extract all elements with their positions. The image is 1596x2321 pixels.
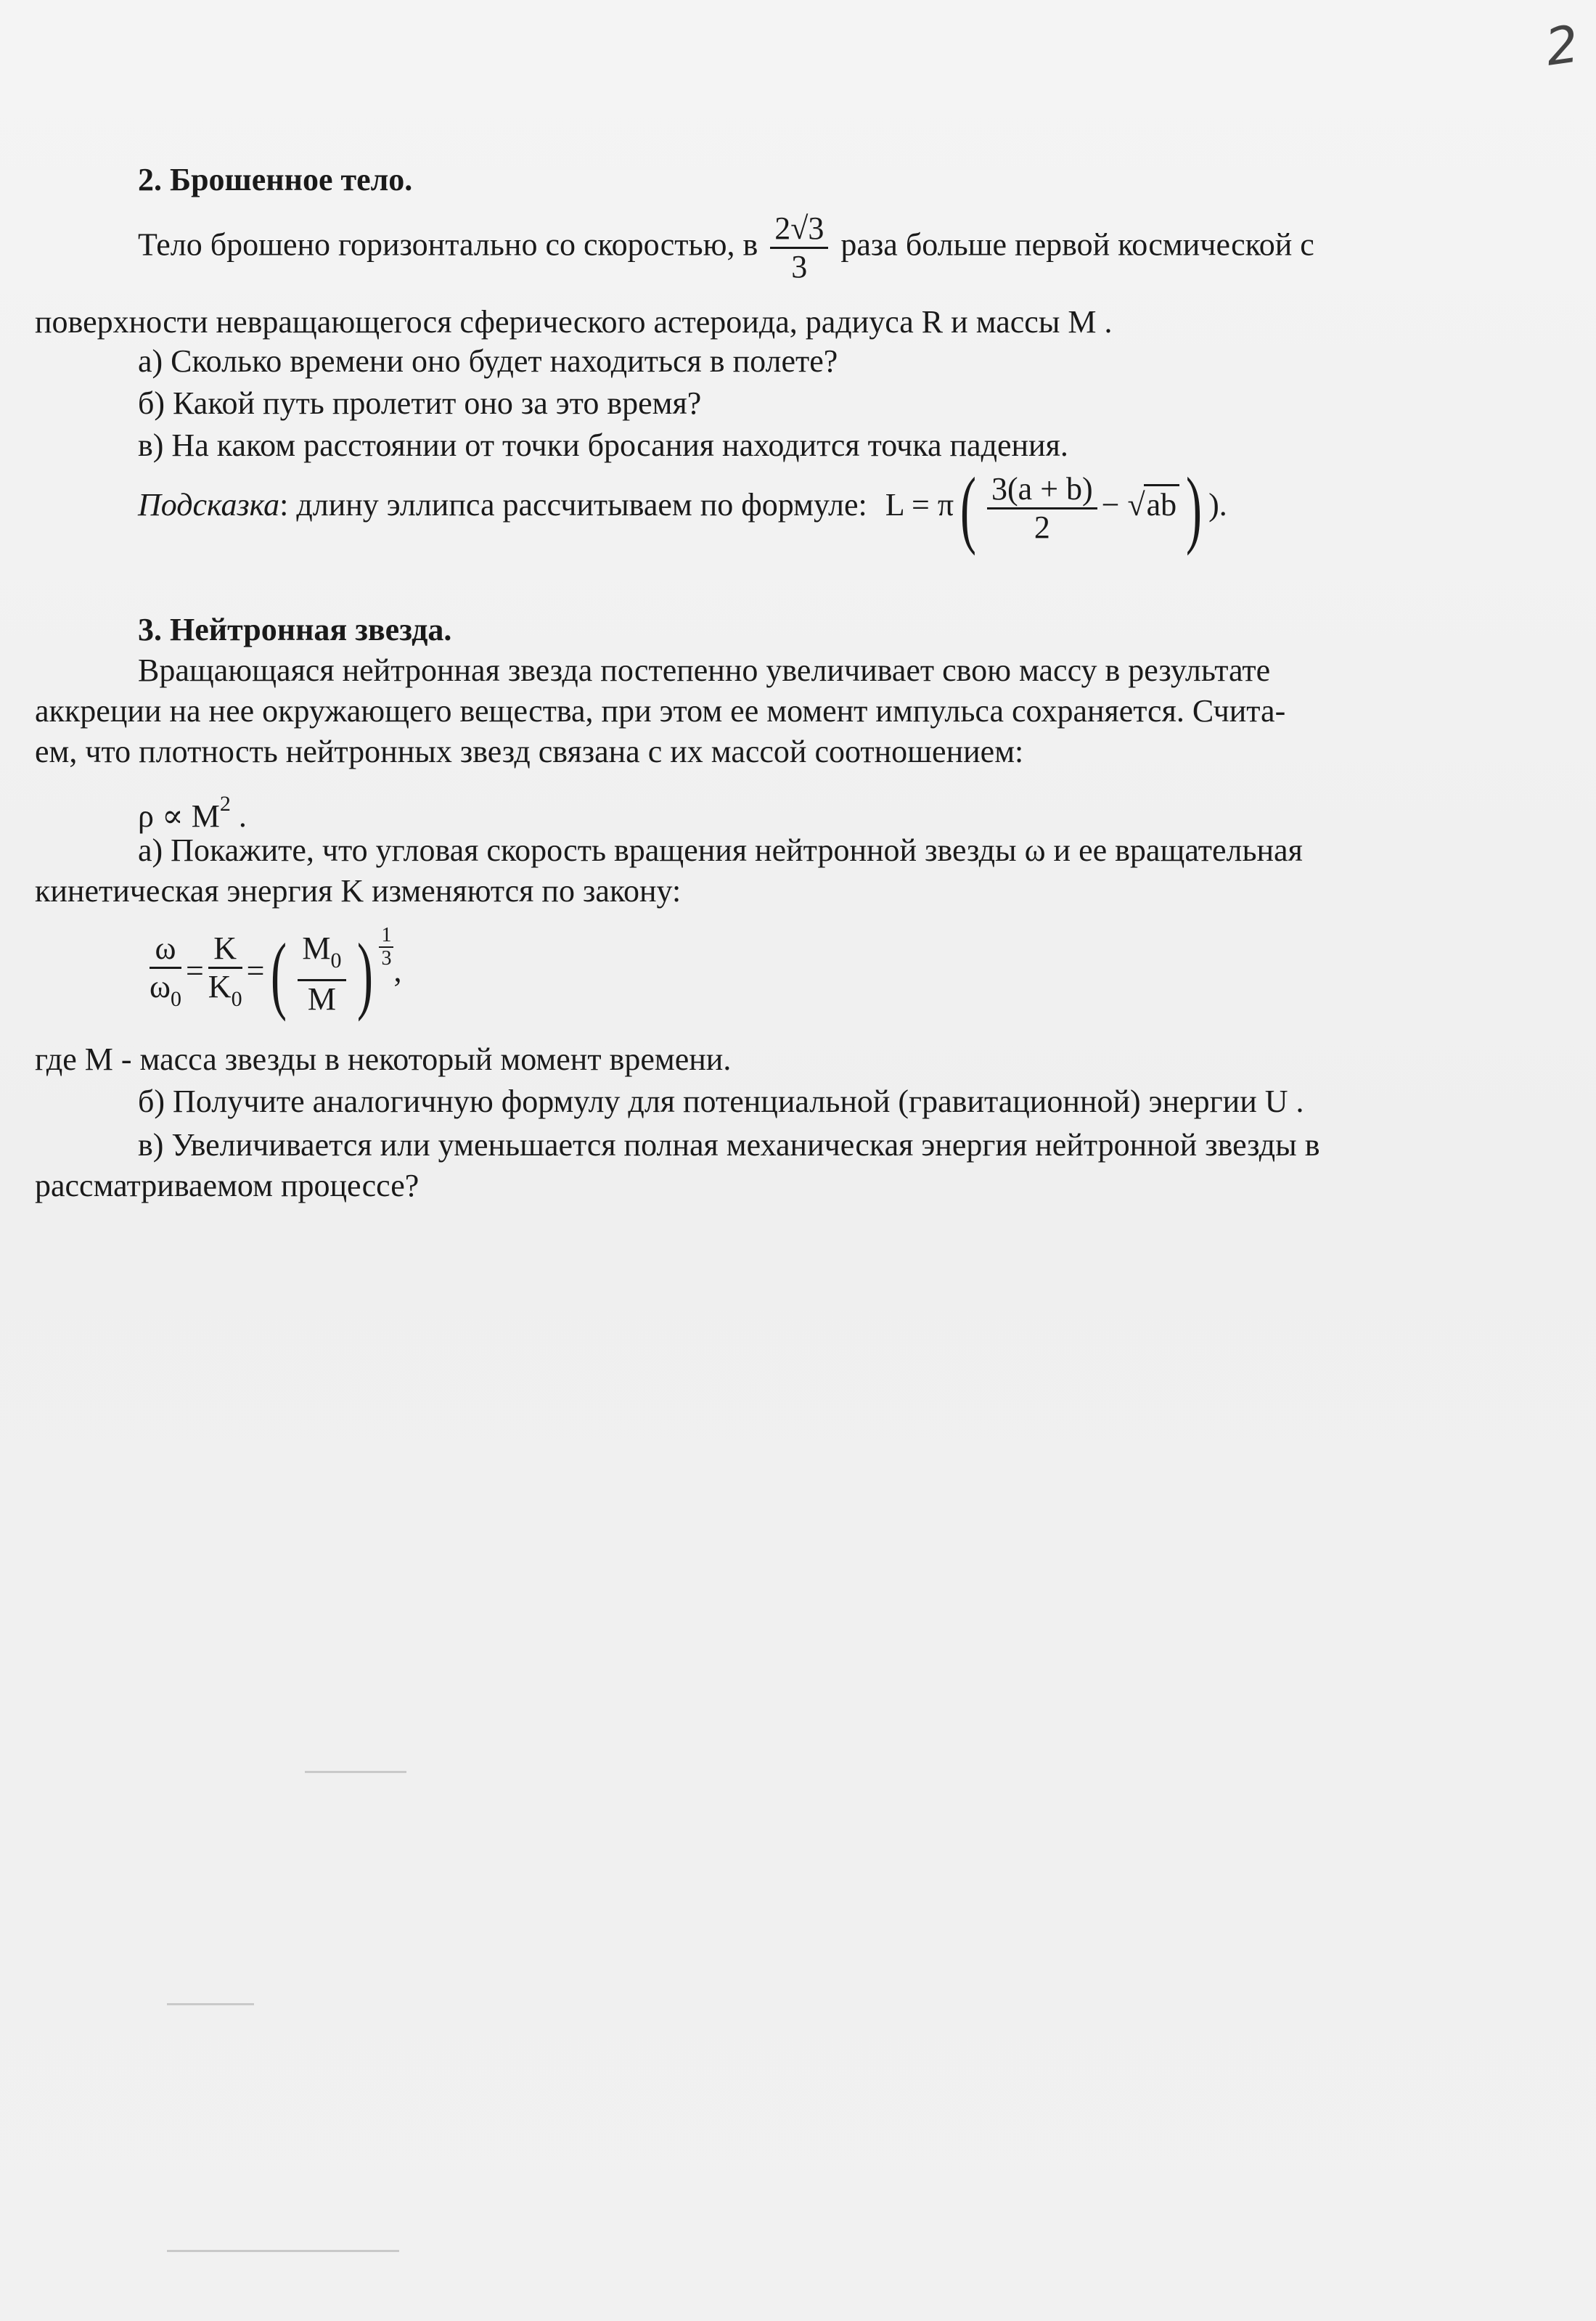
equals-sign: = <box>246 953 265 989</box>
equals-sign: = <box>185 953 204 989</box>
problem2-line1 <box>138 210 1314 290</box>
exponent-fraction <box>379 925 393 970</box>
ellipse-formula-sqrt-arg: ab <box>1144 484 1180 524</box>
m0-base: M <box>302 930 331 966</box>
ellipse-formula-minus: − <box>1101 487 1120 523</box>
problem2-line2: поверхности невращающегося сферического астероида, радиуса R и массы M . <box>35 304 1113 340</box>
hint-label: Подсказка <box>138 487 280 523</box>
k0-base: K <box>208 969 232 1004</box>
density-relation-base: ρ ∝ M <box>138 798 220 834</box>
speed-ratio-fraction <box>770 210 828 285</box>
energy-ratio <box>208 930 242 1018</box>
density-relation-end: . <box>230 798 247 834</box>
problem3-question-c-line1: в) Увеличивается или уменьшается полная механическая энергия нейтронной звезды в <box>138 1127 1320 1163</box>
omega-denominator <box>150 969 181 1018</box>
ellipse-formula-fraction <box>987 471 1097 546</box>
ellipse-formula-lhs: L = π <box>885 487 954 523</box>
omega-numerator: ω <box>150 930 181 969</box>
problem2-hint <box>138 459 1227 559</box>
speed-ratio-numerator: 2√3 <box>770 210 828 249</box>
ellipse-formula-end: ). <box>1208 487 1227 523</box>
problem3-question-b: б) Получите аналогичную формулу для потенциальной (гравитационной) энергии U . <box>138 1084 1304 1119</box>
problem3-question-c-line2: рассматриваемом процессе? <box>35 1168 420 1203</box>
exponent-numerator: 1 <box>379 925 393 948</box>
omega-ratio <box>150 930 181 1018</box>
problem3-heading: 3. Нейтронная звезда. <box>138 612 452 647</box>
problem2-heading: 2. Брошенное тело. <box>138 162 413 197</box>
formula-comma: , <box>393 953 402 989</box>
energy-numerator: K <box>208 930 242 969</box>
ellipse-formula-numerator: 3(a + b) <box>987 471 1097 509</box>
problem3-paragraph-line2: аккреции на нее окружающего вещества, при этом ее момент импульса сохраняется. Счита- <box>35 693 1286 729</box>
problem2-question-c: в) На каком расстоянии от точки бросания находится точка падения. <box>138 427 1068 463</box>
bleed-through-mark <box>167 2003 254 2005</box>
hint-text: : длину эллипса рассчитываем по формуле: <box>279 487 867 523</box>
problem3-question-a-line1: а) Покажите, что угловая скорость вращения нейтронной звезды ω и ее вращательная <box>138 832 1303 868</box>
energy-denominator <box>208 969 242 1018</box>
problem2-question-b: б) Какой путь пролетит оно за это время? <box>138 385 702 421</box>
mass-open-paren: ( <box>271 925 287 1022</box>
density-relation <box>138 785 247 835</box>
ellipse-formula-close-paren: ) <box>1186 459 1203 556</box>
exponent-denominator: 3 <box>381 947 392 970</box>
omega0-base: ω <box>150 969 171 1004</box>
mass-denominator: M <box>307 981 336 1017</box>
density-relation-exponent: 2 <box>219 792 231 816</box>
mass-ratio <box>298 930 345 1018</box>
m0-subscript: 0 <box>330 949 342 973</box>
problem3-paragraph-line3: ем, что плотность нейтронных звезд связана с их массой соотношением: <box>35 734 1024 769</box>
problem3-question-a-line2: кинетическая энергия K изменяются по закону: <box>35 873 682 909</box>
problem2-line1-after: раза больше первой космической с <box>840 226 1314 263</box>
page-number: 2 <box>1542 14 1583 78</box>
bleed-through-mark <box>305 1771 406 1773</box>
speed-ratio-denominator: 3 <box>791 249 808 285</box>
k0-subscript: 0 <box>231 987 242 1011</box>
ellipse-formula-open-paren: ( <box>960 459 977 556</box>
problem2-question-a: а) Сколько времени оно будет находиться в полете? <box>138 343 838 379</box>
scaling-law-formula <box>145 924 402 1047</box>
bleed-through-mark <box>167 2250 399 2252</box>
mass-numerator <box>298 930 345 981</box>
sqrt-icon: √ <box>1127 487 1145 523</box>
omega0-subscript: 0 <box>170 987 181 1011</box>
ellipse-formula-denominator: 2 <box>1034 509 1050 545</box>
mass-definition: где M - масса звезды в некоторый момент времени. <box>35 1041 732 1077</box>
problem3-paragraph-line1: Вращающаяся нейтронная звезда постепенно увеличивает свою массу в результате <box>138 652 1271 688</box>
problem2-line1-before: Тело брошено горизонтально со скоростью, в <box>138 226 758 263</box>
mass-close-paren: ) <box>356 925 373 1022</box>
